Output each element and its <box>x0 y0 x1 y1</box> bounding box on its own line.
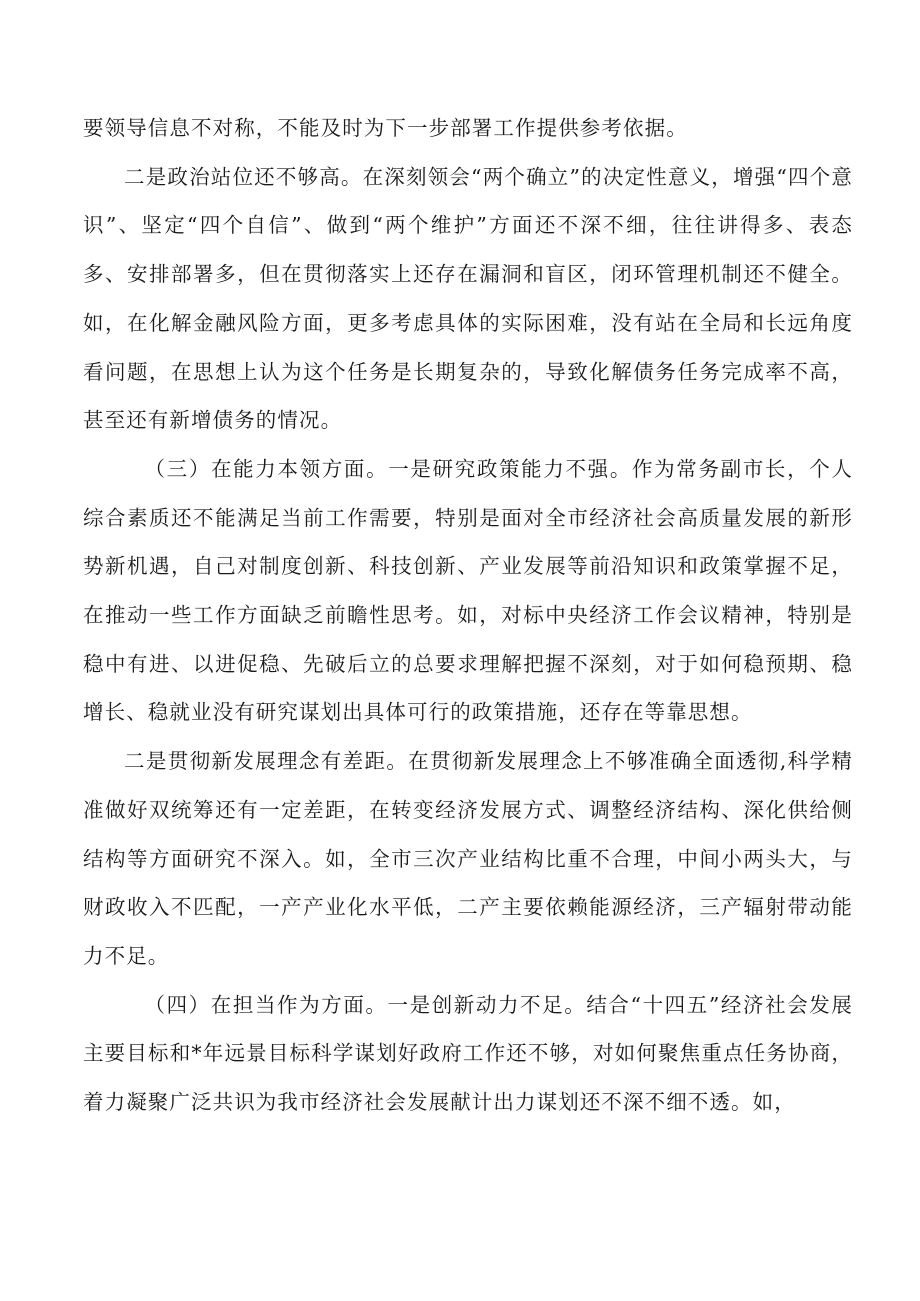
paragraph-new-development-concept: 二是贯彻新发展理念有差距。在贯彻新发展理念上不够准确全面透彻,科学精准做好双统筹还有一定差距，在转变经济发展方式、调整经济结构、深化供给侧结构等方面研究不深入。如，全市三次产业结构比重不合理，中间小两头大，与财政收入不匹配，一产产业化水平低，二产主要依赖能源经济，三产辐射带动能力不足。 <box>83 749 853 968</box>
paragraph-continuation: 要领导信息不对称，不能及时为下一步部署工作提供参考依据。 <box>83 116 688 140</box>
paragraph-section-four-responsibility: （四）在担当作为方面。一是创新动力不足。结合“十四五”经济社会发展主要目标和*年远景目标科学谋划好政府工作还不够，对如何聚焦重点任务协商，着力凝聚广泛共识为我市经济社会发展献计出力谋划还不深不细不透。如， <box>83 992 853 1115</box>
paragraph-political-standing: 二是政治站位还不够高。在深刻领会“两个确立”的决定性意义，增强“四个意识”、坚定“四个自信”、做到“两个维护”方面还不深不细，往往讲得多、表态多、安排部署多，但在贯彻落实上还存在漏洞和盲区，闭环管理机制还不健全。如，在化解金融风险方面，更多考虑具体的实际困难，没有站在全局和长远角度看问题，在思想上认为这个任务是长期复杂的，导致化解债务任务完成率不高，甚至还有新增债务的情况。 <box>83 164 853 433</box>
paragraph-section-three-ability: （三）在能力本领方面。一是研究政策能力不强。作为常务副市长，个人综合素质还不能满足当前工作需要，特别是面对全市经济社会高质量发展的新形势新机遇，自己对制度创新、科技创新、产业发展等前沿知识和政策掌握不足，在推动一些工作方面缺乏前瞻性思考。如，对标中央经济工作会议精神，特别是稳中有进、以进促稳、先破后立的总要求理解把握不深刻，对于如何稳预期、稳增长、稳就业没有研究谋划出具体可行的政策措施，还存在等靠思想。 <box>83 456 853 725</box>
document-body <box>83 104 853 1127</box>
